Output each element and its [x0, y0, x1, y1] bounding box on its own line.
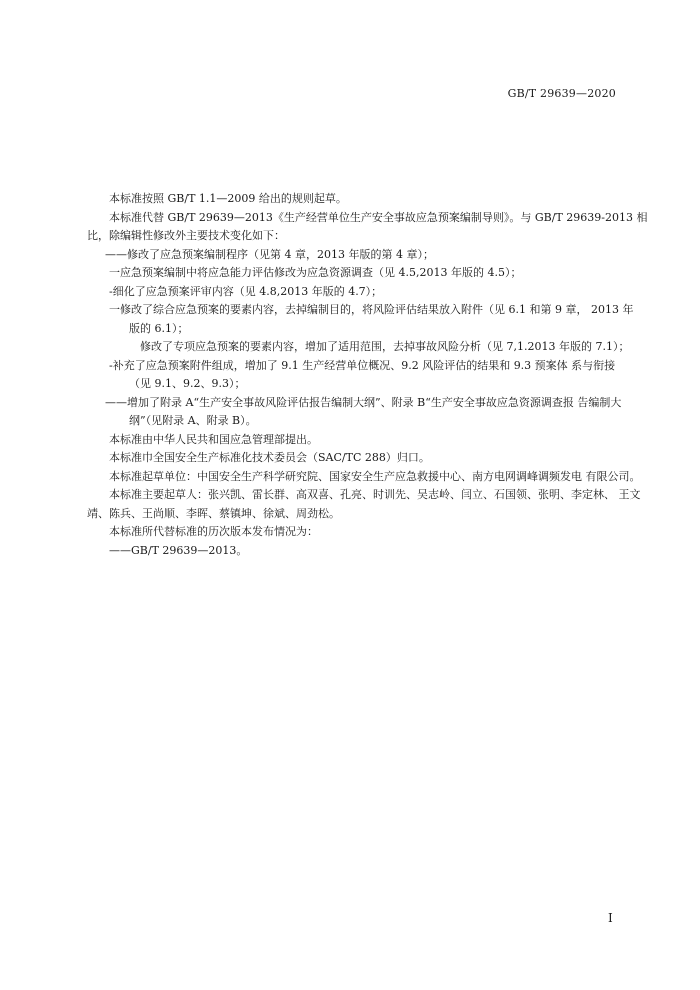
foreword-line: 本标准起草单位：中国安全生产科学研究院、国家安全生产应急救援中心、南方电网调峰调频发电 有限公司。	[109, 469, 641, 483]
foreword-line: 纲”（见附录 A、附录 B）。	[129, 414, 257, 427]
foreword-line: 本标准由中华人民共和国应急管理部提出。	[109, 432, 318, 446]
foreword-line: 本标准代替 GB/T 29639—2013《生产经营单位生产安全事故应急预案编制导则》。与 GB/T 29639-2013 相	[109, 210, 648, 224]
foreword-line: 本标准所代替标准的历次版本发布情况为：	[109, 525, 318, 538]
foreword-line: 一应急预案编制中将应急能力评估修改为应急资源调查（见 4.5,2013 年版的 4.5）；	[109, 266, 522, 279]
foreword-line: 一修改了综合应急预案的要素内容，去掉编制目的，将风险评估结果放入附件（见 6.1 和第 9 章， 2013 年	[109, 303, 634, 316]
foreword-line: -细化了应急预案评审内容（见 4.8,2013 年版的 4.7）；	[109, 284, 383, 298]
page-number: I	[608, 911, 613, 925]
standard-code: GB/T 29639—2020	[507, 87, 616, 100]
foreword-line: 本标准巾全国安全生产标准化技术委员会（SAC/TC 288）归口。	[109, 451, 430, 464]
foreword-line: 本标准按照 GB/T 1.1—2009 给出的规则起草。	[109, 192, 347, 205]
foreword-line: 修改了专项应急预案的要素内容，增加了适用范围，去掉事故风险分析（见 7,1.2013 年版的 7.1）；	[140, 340, 630, 353]
foreword-line: ——增加了附录 A“生产安全事故风险评估报告编制大纲”、附录 B“生产安全事故应急资源调查报 告编制大	[105, 395, 622, 409]
foreword-line: ——修改了应急预案编制程序（见第 4 章，2013 年版的第 4 章）；	[105, 247, 434, 261]
foreword-line: （见 9.1、9.2、9.3）；	[129, 377, 246, 390]
foreword-line: 版的 6.1）；	[129, 321, 189, 335]
foreword-line: 比，除编辑性修改外主要技术变化如下：	[87, 229, 285, 242]
foreword-line: ——GB/T 29639—2013。	[109, 543, 248, 557]
foreword-line: 本标准主要起草人：张兴凯、雷长群、高双喜、孔亮、时训先、吴志岭、闫立、石国领、张明、李定林、 王文	[109, 488, 641, 501]
foreword-line: -补充了应急预案附件组成，增加了 9.1 生产经营单位概况、9.2 风险评估的结果和 9.3 预案体 系与衔接	[109, 358, 616, 372]
foreword-body	[87, 190, 657, 560]
foreword-line: 靖、陈兵、王尚顺、李晖、蔡镇坤、徐斌、周劲松。	[87, 506, 340, 520]
